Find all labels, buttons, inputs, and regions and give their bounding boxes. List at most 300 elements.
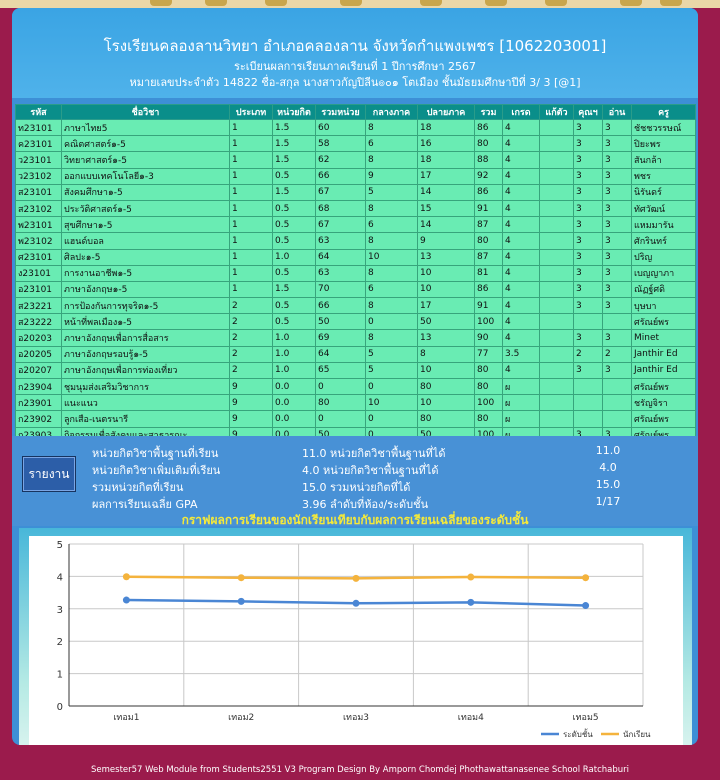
table-cell: ชัชชวรรษณ์ <box>632 120 696 136</box>
table-cell: 2 <box>230 330 273 346</box>
table-row <box>16 281 696 297</box>
table-cell: ประวัติศาสตร์๑-5 <box>62 200 230 216</box>
line-chart <box>29 536 683 745</box>
table-cell: 4 <box>503 314 540 330</box>
table-cell: 80 <box>418 411 475 427</box>
table-cell: 50 <box>418 314 475 330</box>
data-point <box>467 599 474 606</box>
table-cell: 68 <box>316 200 366 216</box>
column-header: คุณฯ <box>574 105 603 120</box>
table-cell: 87 <box>475 217 503 233</box>
table-cell <box>603 379 632 395</box>
legend-label: ระดับชั้น <box>563 730 593 739</box>
table-cell: 1 <box>230 217 273 233</box>
table-cell: 63 <box>316 265 366 281</box>
table-cell: 8 <box>366 298 418 314</box>
table-cell: ศ23101 <box>16 249 62 265</box>
table-cell: 1 <box>230 265 273 281</box>
table-cell: 9 <box>230 411 273 427</box>
table-cell <box>603 314 632 330</box>
data-point <box>123 573 130 580</box>
table-cell: ก23902 <box>16 411 62 427</box>
y-tick-label: 1 <box>56 669 63 681</box>
table-cell: 3 <box>574 120 603 136</box>
data-point <box>353 600 360 607</box>
table-cell: 91 <box>475 298 503 314</box>
table-cell: อ20207 <box>16 362 62 378</box>
table-cell: 0 <box>316 379 366 395</box>
footer-credit: Semester57 Web Module from Students2551 V3 Program Design By Amporn Chomdej Phothawattanasenee School Ratchaburi <box>91 765 629 775</box>
table-cell: 0.5 <box>273 200 316 216</box>
table-cell: 3 <box>574 233 603 249</box>
table-row <box>16 120 696 136</box>
y-tick-label: 0 <box>56 702 63 713</box>
table-cell: 3 <box>603 281 632 297</box>
table-cell: 60 <box>316 120 366 136</box>
table-cell: 8 <box>366 265 418 281</box>
table-cell: 80 <box>475 136 503 152</box>
table-cell: ก23901 <box>16 395 62 411</box>
table-cell <box>603 395 632 411</box>
table-cell: ภาษาอังกฤษเพื่อการท่องเที่ยว <box>62 362 230 378</box>
table-cell <box>540 379 574 395</box>
summary-label-1: หน่วยกิตวิชาพื้นฐานที่เรียน <box>92 447 219 460</box>
table-cell: 100 <box>475 314 503 330</box>
table-cell: 3 <box>603 136 632 152</box>
table-cell: 3 <box>574 362 603 378</box>
table-cell: 1.5 <box>273 152 316 168</box>
table-cell: 87 <box>475 249 503 265</box>
table-cell: 10 <box>418 281 475 297</box>
table-cell <box>540 330 574 346</box>
table-cell: 1.0 <box>273 330 316 346</box>
table-cell: 1.0 <box>273 362 316 378</box>
chart-title: กราฟผลการเรียนของนักเรียนเทียบกับผลการเรียนเฉลี่ยของระดับชั้น <box>181 513 529 527</box>
data-point <box>238 574 245 581</box>
table-cell: ศรัณย์พร <box>632 411 696 427</box>
table-cell: 9 <box>230 395 273 411</box>
table-cell: ปริญ <box>632 249 696 265</box>
chart-plot <box>29 536 683 745</box>
column-header: หน่วยกิต <box>273 105 316 120</box>
school-title: โรงเรียนคลองลานวิทยา อำเภอคลองลาน จังหวัดกำแพงเพชร [1062203001] <box>103 37 607 55</box>
table-cell <box>574 314 603 330</box>
summary-value-3: 15.0 <box>595 478 621 491</box>
table-cell: 13 <box>418 249 475 265</box>
table-cell: 3 <box>574 265 603 281</box>
table-cell: 64 <box>316 346 366 362</box>
table-cell <box>540 314 574 330</box>
table-cell: สังคมศึกษา๑-5 <box>62 184 230 200</box>
table-cell: 8 <box>366 233 418 249</box>
table-cell: 88 <box>475 152 503 168</box>
table-cell: ศักรินทร์ <box>632 233 696 249</box>
table-cell: ส23102 <box>16 200 62 216</box>
column-header: ชื่อวิชา <box>62 105 230 120</box>
x-tick-label: เทอม1 <box>113 713 140 723</box>
table-cell: ส23101 <box>16 184 62 200</box>
table-cell: ทัศวัฒน์ <box>632 200 696 216</box>
table-cell: 1 <box>230 152 273 168</box>
table-cell: 9 <box>366 168 418 184</box>
table-cell: 3 <box>603 249 632 265</box>
table-cell: นิรันดร์ <box>632 184 696 200</box>
table-cell: 15 <box>418 200 475 216</box>
table-row <box>16 298 696 314</box>
table-cell: พ23101 <box>16 217 62 233</box>
table-row <box>16 249 696 265</box>
table-cell: 17 <box>418 168 475 184</box>
table-cell: 1 <box>230 233 273 249</box>
table-cell: ออกแบบเทคโนโลยี๑-3 <box>62 168 230 184</box>
table-cell: 0.0 <box>273 411 316 427</box>
table-cell: 10 <box>366 395 418 411</box>
table-cell: 1 <box>230 200 273 216</box>
y-tick-label: 4 <box>56 572 63 584</box>
table-cell: 16 <box>418 136 475 152</box>
table-cell: 4 <box>503 298 540 314</box>
table-cell: 3 <box>574 136 603 152</box>
column-header: แก้ตัว <box>540 105 574 120</box>
table-cell: 8 <box>366 330 418 346</box>
table-cell <box>574 411 603 427</box>
summary-label-2: หน่วยกิตวิชาเพิ่มเติมที่เรียน <box>92 464 221 477</box>
table-cell: 86 <box>475 281 503 297</box>
table-cell: 1 <box>230 136 273 152</box>
table-cell <box>540 152 574 168</box>
table-cell <box>540 120 574 136</box>
table-cell: 4 <box>503 362 540 378</box>
table-cell: 0.5 <box>273 233 316 249</box>
table-cell: ก23904 <box>16 379 62 395</box>
table-cell: 17 <box>418 298 475 314</box>
table-cell: 100 <box>475 395 503 411</box>
table-cell <box>540 168 574 184</box>
table-cell: 2 <box>574 346 603 362</box>
table-cell: พชร <box>632 168 696 184</box>
column-header: ปลายภาค <box>418 105 475 120</box>
data-point <box>238 598 245 605</box>
table-cell: 0 <box>316 411 366 427</box>
table-cell: 3 <box>574 298 603 314</box>
table-cell: 14 <box>418 217 475 233</box>
table-cell: 3 <box>574 184 603 200</box>
table-body <box>16 120 696 444</box>
table-cell <box>574 379 603 395</box>
table-cell: การงานอาชีพ๑-5 <box>62 265 230 281</box>
table-cell: ภาษาอังกฤษรอบรู้๑-5 <box>62 346 230 362</box>
table-cell: 0.5 <box>273 265 316 281</box>
table-cell: 81 <box>475 265 503 281</box>
top-decoration <box>0 0 720 8</box>
table-cell: 6 <box>366 136 418 152</box>
table-cell: 0.5 <box>273 168 316 184</box>
table-cell: 65 <box>316 362 366 378</box>
table-cell: ชรัญจิรา <box>632 395 696 411</box>
table-cell: 3 <box>574 152 603 168</box>
table-cell: ค23101 <box>16 136 62 152</box>
table-cell: 1.5 <box>273 281 316 297</box>
table-cell: Janthir Ed <box>632 346 696 362</box>
table-cell: วิทยาศาสตร์๑-5 <box>62 152 230 168</box>
table-cell <box>540 233 574 249</box>
table-cell: 67 <box>316 184 366 200</box>
table-row <box>16 346 696 362</box>
table-cell: 1.0 <box>273 346 316 362</box>
y-tick-label: 3 <box>56 604 63 616</box>
table-cell: 3 <box>574 200 603 216</box>
table-cell: อ20203 <box>16 330 62 346</box>
table-row <box>16 265 696 281</box>
table-cell: ศรัณย์พร <box>632 314 696 330</box>
summary-value-1: 11.0 <box>595 444 621 457</box>
table-cell: 2 <box>230 362 273 378</box>
table-cell: การป้องกันการทุจริต๑-5 <box>62 298 230 314</box>
table-cell: 5 <box>366 362 418 378</box>
student-info: หมายเลขประจำตัว 14822 ชื่อ-สกุล นางสาวกัญปิลีน๏๐๑ โตเมือง ชั้นมัธยมศึกษาปีที่ 3/ 3 [@1] <box>129 76 581 89</box>
table-cell: 4 <box>503 168 540 184</box>
table-cell: ปิยะพร <box>632 136 696 152</box>
table-row <box>16 362 696 378</box>
table-cell: ณัฏฐ์ศดิ <box>632 281 696 297</box>
table-cell: 8 <box>366 152 418 168</box>
table-cell: 14 <box>418 184 475 200</box>
table-cell <box>603 411 632 427</box>
report-button[interactable]: รายงาน <box>22 456 76 492</box>
table-cell: ภาษาไทย5 <box>62 120 230 136</box>
table-cell: ผ <box>503 411 540 427</box>
table-cell: 3 <box>603 233 632 249</box>
summary-value-2: 4.0 <box>599 461 617 474</box>
table-row <box>16 379 696 395</box>
table-cell: 80 <box>475 411 503 427</box>
table-cell: ว23101 <box>16 152 62 168</box>
table-cell: 3 <box>574 281 603 297</box>
table-cell: 1.5 <box>273 184 316 200</box>
table-cell: 3 <box>574 249 603 265</box>
table-cell: Janthir Ed <box>632 362 696 378</box>
table-cell: 3 <box>603 120 632 136</box>
table-cell: 66 <box>316 168 366 184</box>
table-cell: 13 <box>418 330 475 346</box>
table-cell: 1 <box>230 120 273 136</box>
table-cell: 2 <box>230 314 273 330</box>
table-cell: 3 <box>603 217 632 233</box>
summary-mid-4: 3.96 ลำดับที่ห้อง/ระดับชั้น <box>302 498 429 511</box>
summary-label-4: ผลการเรียนเฉลี่ย GPA <box>92 498 198 511</box>
table-cell: 70 <box>316 281 366 297</box>
table-cell: 4 <box>503 120 540 136</box>
table-row <box>16 200 696 216</box>
y-tick-label: 5 <box>56 540 63 551</box>
table-cell: อ23101 <box>16 281 62 297</box>
table-cell: 3 <box>603 330 632 346</box>
table-cell: 4 <box>503 281 540 297</box>
data-point <box>123 597 130 604</box>
table-cell: 4 <box>503 152 540 168</box>
table-cell: 0.0 <box>273 379 316 395</box>
table-cell: สุขศึกษา๑-5 <box>62 217 230 233</box>
table-cell: 3.5 <box>503 346 540 362</box>
table-cell: 8 <box>366 120 418 136</box>
table-cell: ชุมนุมส่งเสริมวิชาการ <box>62 379 230 395</box>
table-cell: ผ <box>503 395 540 411</box>
table-row <box>16 168 696 184</box>
table-cell: 63 <box>316 233 366 249</box>
table-cell: 69 <box>316 330 366 346</box>
legend-label: นักเรียน <box>623 730 651 739</box>
table-cell: 0.5 <box>273 314 316 330</box>
chart-area <box>19 528 692 745</box>
table-cell: 86 <box>475 184 503 200</box>
table-cell: 4 <box>503 330 540 346</box>
table-cell: ภาษาอังกฤษ๑-5 <box>62 281 230 297</box>
semester-subtitle: ระเบียนผลการเรียนภาคเรียนที่ 1 ปีการศึกษา 2567 <box>233 60 477 73</box>
table-cell: 3 <box>603 184 632 200</box>
table-cell: 4 <box>503 249 540 265</box>
report-card <box>12 8 698 745</box>
table-cell: 91 <box>475 200 503 216</box>
table-cell <box>540 395 574 411</box>
table-cell: 80 <box>316 395 366 411</box>
table-cell: 0 <box>366 314 418 330</box>
table-cell: 0 <box>366 411 418 427</box>
table-cell: 9 <box>230 379 273 395</box>
table-cell <box>540 411 574 427</box>
table-cell: บุษบา <box>632 298 696 314</box>
table-cell: 5 <box>366 184 418 200</box>
table-cell: 8 <box>418 346 475 362</box>
table-cell: หน้าที่พลเมือง๑-5 <box>62 314 230 330</box>
summary-label-3: รวมหน่วยกิตที่เรียน <box>92 481 184 494</box>
table-cell: 3 <box>603 362 632 378</box>
x-tick-label: เทอม3 <box>342 713 370 723</box>
report-header <box>12 8 698 98</box>
table-row <box>16 314 696 330</box>
column-header: รหัส <box>16 105 62 120</box>
table-cell: ว23102 <box>16 168 62 184</box>
table-cell: 0.5 <box>273 217 316 233</box>
table-cell: 80 <box>475 233 503 249</box>
y-tick-label: 2 <box>56 637 63 649</box>
table-cell: ภาษาอังกฤษเพื่อการสื่อสาร <box>62 330 230 346</box>
table-cell: 50 <box>316 314 366 330</box>
table-row <box>16 330 696 346</box>
column-header: อ่าน <box>603 105 632 120</box>
table-cell: พ23102 <box>16 233 62 249</box>
table-cell: 2 <box>603 346 632 362</box>
table-cell: 5 <box>366 346 418 362</box>
table-cell: 62 <box>316 152 366 168</box>
table-cell: 18 <box>418 120 475 136</box>
table-cell: 4 <box>503 184 540 200</box>
table-cell: 10 <box>418 362 475 378</box>
table-cell: 1 <box>230 281 273 297</box>
table-cell: 86 <box>475 120 503 136</box>
table-cell: 10 <box>418 395 475 411</box>
table-cell: 1.5 <box>273 120 316 136</box>
table-cell: คณิตศาสตร์๑-5 <box>62 136 230 152</box>
table-row <box>16 152 696 168</box>
table-cell: 10 <box>366 249 418 265</box>
table-cell: ส23221 <box>16 298 62 314</box>
table-cell <box>540 298 574 314</box>
table-row <box>16 184 696 200</box>
data-point <box>467 574 474 581</box>
table-cell: 80 <box>475 379 503 395</box>
table-row <box>16 411 696 427</box>
table-cell: 66 <box>316 298 366 314</box>
table-row <box>16 136 696 152</box>
table-cell: 2 <box>230 298 273 314</box>
table-cell: 92 <box>475 168 503 184</box>
table-row <box>16 395 696 411</box>
table-cell: 3 <box>574 330 603 346</box>
table-cell: 4 <box>503 200 540 216</box>
table-cell <box>540 362 574 378</box>
table-cell: แนะแนว <box>62 395 230 411</box>
table-cell: 0.5 <box>273 298 316 314</box>
table-cell: 67 <box>316 217 366 233</box>
summary-mid-1: 11.0 หน่วยกิตวิชาพื้นฐานที่ได้ <box>302 447 446 460</box>
table-cell: 9 <box>418 233 475 249</box>
table-cell: Minet <box>632 330 696 346</box>
table-cell: 1.5 <box>273 136 316 152</box>
table-cell: แฮนด์บอล <box>62 233 230 249</box>
x-tick-label: เทอม4 <box>457 713 484 723</box>
table-cell: 80 <box>418 379 475 395</box>
table-cell: 3 <box>574 217 603 233</box>
table-cell: แหมมารัน <box>632 217 696 233</box>
table-cell: 3 <box>574 168 603 184</box>
column-header: กลางภาค <box>366 105 418 120</box>
grades-table <box>15 104 696 444</box>
table-cell: 3 <box>603 298 632 314</box>
table-cell <box>540 200 574 216</box>
table-cell: 10 <box>418 265 475 281</box>
data-point <box>582 602 589 609</box>
table-cell: 8 <box>366 200 418 216</box>
table-cell: ส23222 <box>16 314 62 330</box>
data-point <box>582 574 589 581</box>
table-cell: 18 <box>418 152 475 168</box>
table-cell: 3 <box>603 265 632 281</box>
table-cell: 64 <box>316 249 366 265</box>
table-cell: 77 <box>475 346 503 362</box>
column-header: ประเภท <box>230 105 273 120</box>
table-cell: 0 <box>366 379 418 395</box>
table-cell: 4 <box>503 136 540 152</box>
table-cell: 2 <box>230 346 273 362</box>
table-cell: ศรัณย์พร <box>632 379 696 395</box>
table-cell <box>574 395 603 411</box>
table-cell <box>540 184 574 200</box>
table-cell: ศิลปะ๑-5 <box>62 249 230 265</box>
table-cell: 58 <box>316 136 366 152</box>
table-cell <box>540 346 574 362</box>
table-cell <box>540 281 574 297</box>
column-header: เกรด <box>503 105 540 120</box>
table-cell: 3 <box>603 200 632 216</box>
table-cell: ลูกเสือ-เนตรนารี <box>62 411 230 427</box>
table-cell: 4 <box>503 217 540 233</box>
table-cell: 80 <box>475 362 503 378</box>
table-cell: 3 <box>603 152 632 168</box>
data-point <box>353 575 360 582</box>
table-cell: อ20205 <box>16 346 62 362</box>
table-cell: 4 <box>503 233 540 249</box>
table-row <box>16 233 696 249</box>
